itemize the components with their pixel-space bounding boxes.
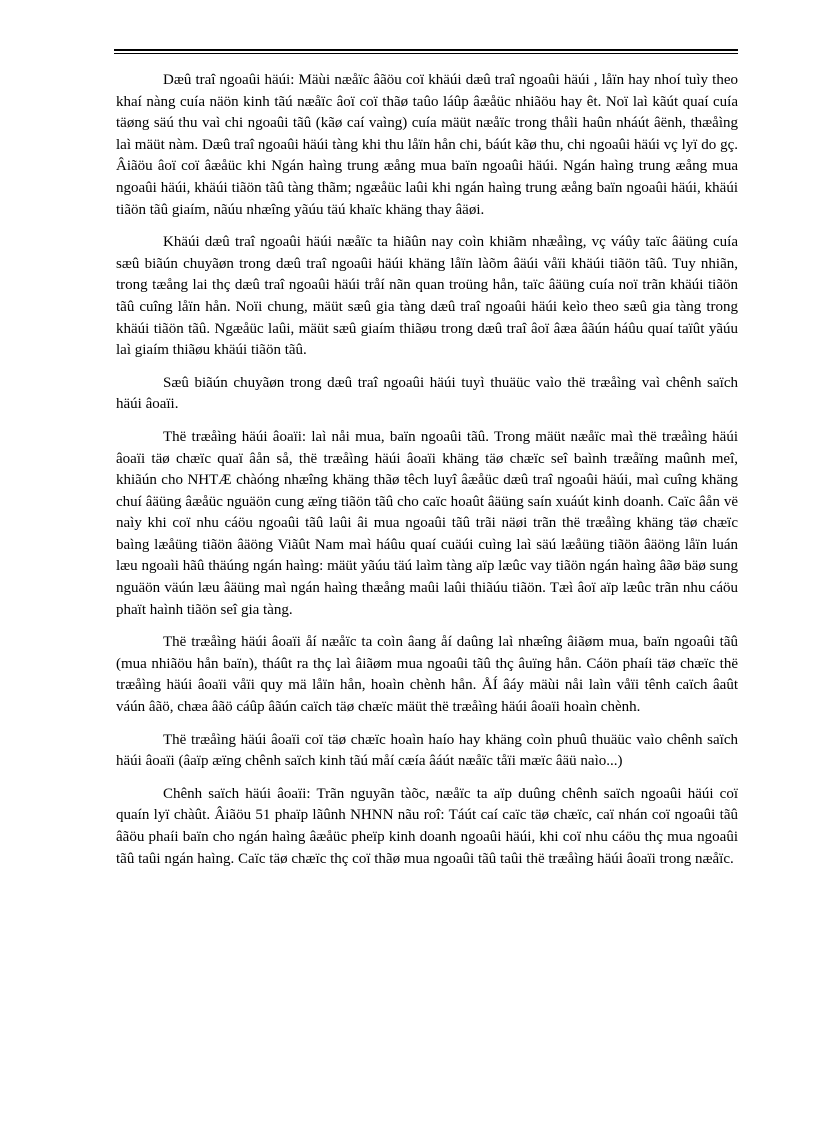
paragraph-foreign-reserves: Dæû traî ngoaûi häúi: Mäùi næåïc âãöu coï khäúi dæû traî ngoaûi häúi , låïn hay nhoí tuìy theo khaí nàng cuía näön kinh tãú næåïc âoï coï thãø taûo láûp âæåüc nhiãöu hay êt. Noï laì kãút quaí cuía täøng säú thu vaì chi ngoaûi tãû (kãø caí vaìng) cuía mäüt næåïc trong thåìi haûn nháút âënh, thæåìng laì mäüt nàm. Dæû traî ngoaûi häúi tàng khi thu låïn hån chi, báút kãø thu, chi ngoaûi häúi vç lyï do gç. Âiãöu âoï coï âæåüc khi Ngán haìng trung æång mua baïn ngoaûi häúi. Ngán haìng trung æång mua ngoaûi häúi, khäúi tiãön tãû tàng thãm; ngæåüc laûi khi ngán haìng trung æång baïn ngoaûi häúi, khäúi tiãön tãû giaím, nãúu nhæîng yãúu täú khaïc khäng thay âäøi.: [116, 72, 738, 218]
paragraph-reserves-impact: Khäúi dæû traî ngoaûi häúi næåïc ta hiãûn nay coìn khiãm nhæåìng, vç váûy taïc âäüng cuía sæû biãún chuyãøn trong dæû traî ngoaûi häúi khäng låïn làõm âäúi våïi khäúi tiãön tãû. Tuy nhiãn, trong tæång lai thç dæû traî ngoaûi häúi tråí nãn quan troüng hån, taïc âäüng cuía noï trãn khäúi tiãön tãû cuîng låïn hån. Noïi chung, mäüt sæû gia tàng dæû traî ngoaûi häúi keìo theo sæû gia tàng trong khäúi tiãön tãû. Ngæåüc laûi, mäüt sæû giaím thiãøu trong dæû traî âoï âæa âãún háûu quaí taïût yãúu laì giaím thiãøu khäúi tiãön tãû.: [116, 234, 738, 359]
header-rule-thick: [114, 49, 738, 51]
document-body: [116, 70, 738, 881]
paragraph-exchange-market-policy: Thë træåìng häúi âoaïi coï täø chæïc hoaìn haío hay khäng coìn phuû thuäüc vaìo chênh saïch häúi âoaïi (âaïp æïng chênh saïch kinh tãú måí cæía âáút næåïc tåïi mæïc âäü naìo...): [116, 731, 738, 770]
paragraph-exchange-policy: Chênh saïch häúi âoaïi: Trãn nguyãn tàõc, næåïc ta aïp duûng chênh saïch ngoaûi häúi coï quaín lyï chàût. Âiãöu 51 phaïp lãûnh NHNN nãu roî: Táút caí caïc täø chæïc, caï nhán coï ngoaûi tãû âãöu phaíi baïn cho ngán haìng âæåüc pheïp kinh doanh ngoaûi häúi, khi coï nhu cáöu thç mua ngoaûi tãû taûi ngán haìng. Caïc täø chæïc thç coï thãø mua ngoaûi tãû taûi thë træåìng häúi âoaïi trong næåïc.: [116, 785, 738, 867]
paragraph-exchange-market: Thë træåìng häúi âoaïi: laì nåi mua, baïn ngoaûi tãû. Trong mäüt næåïc maì thë træåìng häúi âoaïi täø chæïc quaï âån så, thë træåìng häúi âoaïi khäng täø chæïc seî baình træåïng maûnh meî, khiãún cho NHTÆ chàóng nhæîng khäng thãø têch luyî âæåüc dæû traî ngoaûi häúi, maì cuîng khäng chuí âäüng âæåüc nguäön cung æïng tiãön tãû cho caïc hoaût âäüng saín xuáút kinh doanh. Caïc âån vë naìy khi coï nhu cáöu ngoaûi tãû laûi âi mua ngoaûi tãû trãi näøi trãn thë træåìng khäng täø chæïc baìng læåüng tiãön âäöng Viãût Nam maì háûu quaí cuäúi cuìng laì säú læåüng tiãön âäöng låïn luán læu ngoaìi hãû thäúng ngán haìng: mäüt yãúu täú laìm tàng aïp læûc vay tiãön ngán haìng âãø bäø sung nguäön väún læu âäüng maì ngán haìng thæång maûi laûi thiãúu tiãön. Tæì âoï aïp læûc trãn nhu cáöu phaït haình tiãön seî gia tàng.: [116, 428, 738, 618]
header-rule: [114, 49, 738, 54]
paragraph-reserves-dependence: Sæû biãún chuyãøn trong dæû traî ngoaûi häúi tuyì thuäüc vaìo thë træåìng vaì chênh saïch häúi âoaïi.: [116, 374, 738, 413]
paragraph-exchange-market-vietnam: Thë træåìng häúi âoaïi åí næåïc ta coìn âang åí daûng laì nhæîng âiãøm mua, baïn ngoaûi tãû (mua nhiãöu hån baïn), tháût ra thç laì âiãøm mua ngoaûi tãû thç âuïng hån. Cáön phaíi täø chæïc thë træåìng häúi âoaïi våïi quy mä låïn hån, hoaìn chènh hån. ÅÍ âáy mäùi nåi laìn våïi tênh caïch âaût váún âãö, chæa âãö cáûp âãún caïch täø chæïc mäüt thë træåìng häúi âoaïi hoaìn chènh.: [116, 634, 738, 716]
header-rule-thin: [114, 53, 738, 54]
